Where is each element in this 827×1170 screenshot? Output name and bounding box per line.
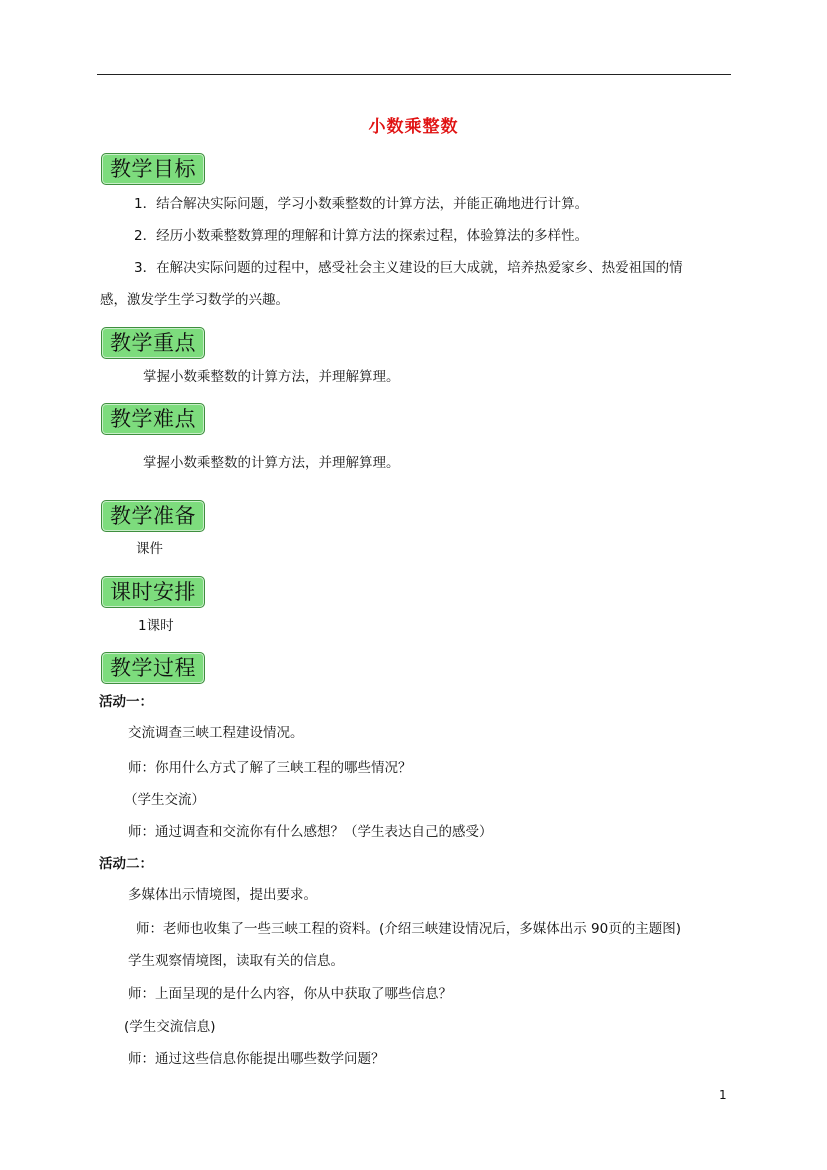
activity-1-line-1: 交流调查三峡工程建设情况。 [128,725,304,741]
activity-2-line-4: 师：上面呈现的是什么内容，你从中获取了哪些信息？ [128,986,452,1002]
goal-item-2: 2．经历小数乘整数算理的理解和计算方法的探索过程，体验算法的多样性。 [134,228,589,244]
schedule-text: 1课时 [138,618,174,634]
goal-item-1: 1．结合解决实际问题，学习小数乘整数的计算方法，并能正确地进行计算。 [134,196,589,212]
goal-item-3-continued: 感，激发学生学习数学的兴趣。 [100,292,289,308]
activity-1-line-4: 师：通过调查和交流你有什么感想？（学生表达自己的感受） [128,824,493,840]
section-heading-goals: 教学目标 [101,153,205,185]
activity-2-line-5: (学生交流信息) [124,1019,216,1035]
key-point-text: 掌握小数乘整数的计算方法，并理解算理。 [143,369,400,385]
section-heading-process: 教学过程 [101,652,205,684]
activity-2-line-3: 学生观察情境图，读取有关的信息。 [128,953,344,969]
activity-1-line-2: 师：你用什么方式了解了三峡工程的哪些情况？ [128,760,412,776]
activity-1-label: 活动一： [99,694,153,710]
activity-2-label: 活动二： [99,856,153,872]
section-heading-preparation: 教学准备 [101,500,205,532]
activity-1-line-3: （学生交流） [124,792,205,808]
activity-2-line-2: 师：老师也收集了一些三峡工程的资料。(介绍三峡建设情况后，多媒体出示 90页的主题图) [136,921,682,937]
activity-2-line-6: 师：通过这些信息你能提出哪些数学问题？ [128,1051,385,1067]
section-heading-difficulty: 教学难点 [101,403,205,435]
document-title: 小数乘整数 [368,117,459,137]
header-rule [97,74,731,75]
page-number: 1 [719,1088,727,1102]
section-heading-schedule: 课时安排 [101,576,205,608]
activity-2-line-1: 多媒体出示情境图，提出要求。 [128,887,317,903]
goal-item-3: 3．在解决实际问题的过程中，感受社会主义建设的巨大成就，培养热爱家乡、热爱祖国的情 [134,260,683,276]
difficulty-text: 掌握小数乘整数的计算方法，并理解算理。 [143,455,400,471]
preparation-text: 课件 [136,541,163,557]
section-heading-key-point: 教学重点 [101,327,205,359]
